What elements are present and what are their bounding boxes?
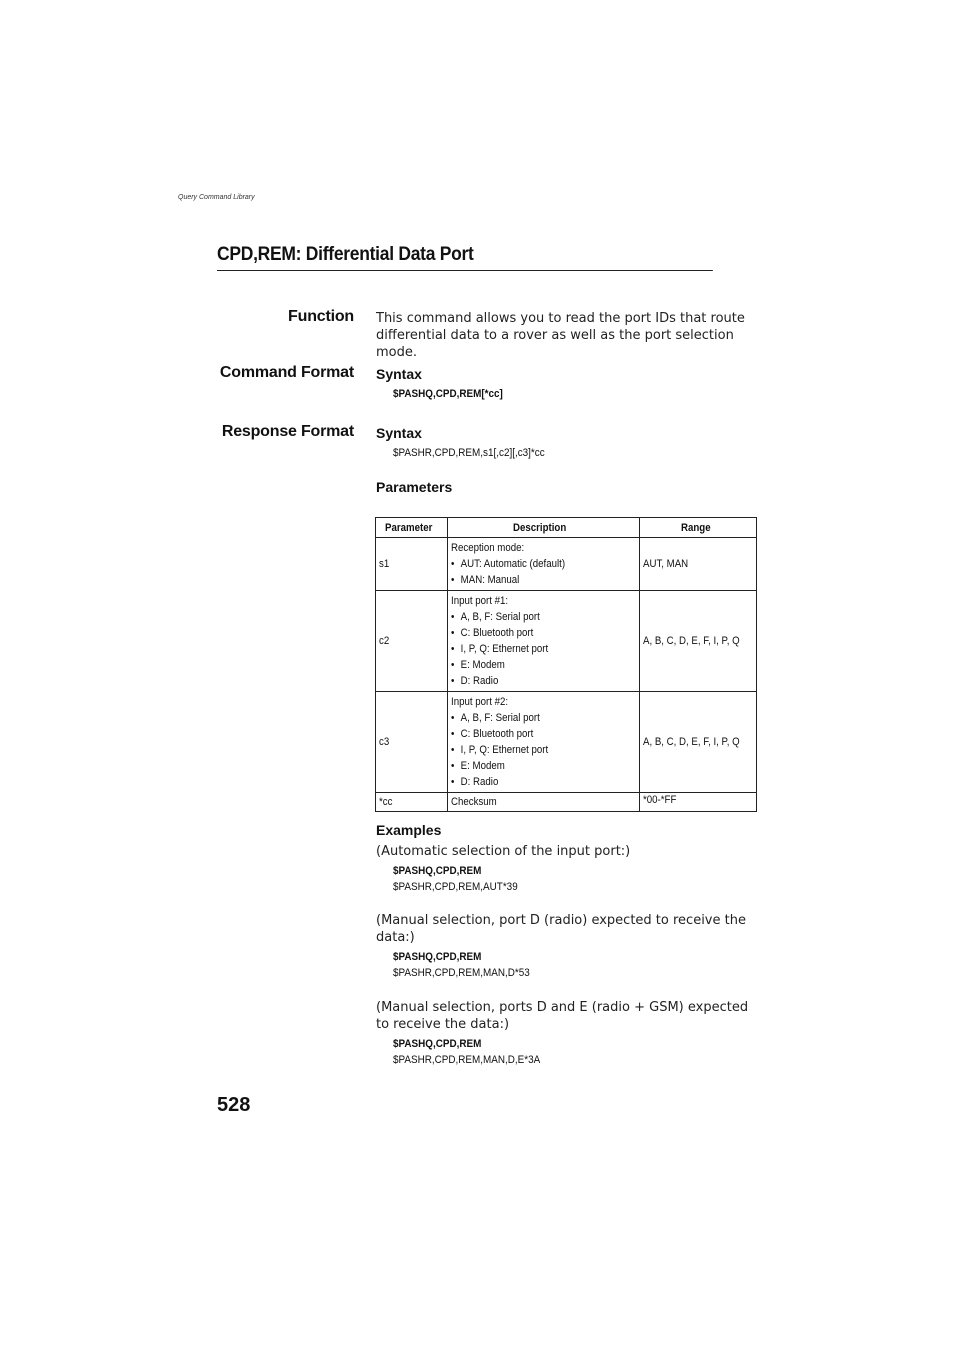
- bullet-item: • E: Modem: [450, 760, 505, 772]
- description-cell: [447, 538, 639, 591]
- bullet-icon: •: [450, 558, 455, 570]
- table-row: [376, 793, 757, 812]
- example-caption: (Automatic selection of the input port:): [376, 844, 631, 859]
- bullet-item: • D: Radio: [450, 776, 499, 788]
- bullet-icon: •: [450, 675, 455, 687]
- bullet-icon: •: [450, 659, 455, 671]
- example-query: $PASHQ,CPD,REM: [393, 951, 482, 963]
- column-header: Range: [640, 518, 757, 538]
- parameters-table: [375, 517, 757, 812]
- range-cell: A, B, C, D, E, F, I, P, Q: [640, 591, 757, 692]
- bullet-item: • C: Bluetooth port: [450, 627, 534, 639]
- response-format-label: Response Format: [221, 423, 354, 440]
- description-title: Reception mode:: [450, 542, 525, 554]
- response-syntax: $PASHR,CPD,REM,s1[,c2][,c3]*cc: [393, 447, 545, 459]
- example-query: $PASHQ,CPD,REM: [393, 1038, 482, 1050]
- example-caption: (Manual selection, port D (radio) expected to receive the data:): [376, 913, 746, 945]
- table-row: [376, 538, 757, 591]
- description-cell: [447, 591, 639, 692]
- example-response: $PASHR,CPD,REM,AUT*39: [393, 881, 518, 893]
- parameters-heading: Parameters: [376, 479, 453, 495]
- bullet-icon: •: [450, 728, 455, 740]
- bullet-item: • MAN: Manual: [450, 574, 520, 586]
- bullet-icon: •: [450, 712, 455, 724]
- description-cell: [447, 692, 639, 793]
- bullet-item: • A, B, F: Serial port: [450, 611, 540, 623]
- running-header: Query Command Library: [178, 194, 255, 201]
- example-response: $PASHR,CPD,REM,MAN,D,E*3A: [393, 1054, 541, 1066]
- table-row: [376, 591, 757, 692]
- description-title: Checksum: [450, 796, 497, 808]
- column-header: Parameter: [376, 518, 448, 538]
- description-cell: [447, 793, 639, 812]
- bullet-item: • C: Bluetooth port: [450, 728, 534, 740]
- bullet-item: • I, P, Q: Ethernet port: [450, 643, 549, 655]
- example-query: $PASHQ,CPD,REM: [393, 865, 482, 877]
- example-caption: (Manual selection, ports D and E (radio + GSM) expected to receive the data:): [376, 1000, 749, 1032]
- response-syntax-heading: Syntax: [376, 425, 422, 441]
- examples-heading: Examples: [376, 822, 442, 838]
- bullet-icon: •: [450, 574, 455, 586]
- description-title: Input port #1:: [450, 595, 508, 607]
- range-cell: A, B, C, D, E, F, I, P, Q: [640, 692, 757, 793]
- bullet-item: • D: Radio: [450, 675, 499, 687]
- bullet-icon: •: [450, 744, 455, 756]
- param-cell: c3: [376, 692, 448, 793]
- page-number: 528: [217, 1094, 251, 1116]
- function-text: This command allows you to read the port IDs that route differential data to a rover as well as the port selection mode.: [376, 311, 745, 360]
- bullet-icon: •: [450, 760, 455, 772]
- bullet-icon: •: [450, 627, 455, 639]
- column-header: Description: [447, 518, 639, 538]
- param-cell: s1: [376, 538, 448, 591]
- command-syntax-heading: Syntax: [376, 366, 422, 382]
- range-cell: AUT, MAN: [640, 538, 757, 591]
- page-title: CPD,REM: Differential Data Port: [217, 244, 713, 271]
- bullet-icon: •: [450, 611, 455, 623]
- bullet-item: • I, P, Q: Ethernet port: [450, 744, 549, 756]
- description-title: Input port #2:: [450, 696, 508, 708]
- table-header-row: [376, 518, 757, 538]
- range-cell: *00-*FF: [640, 793, 757, 812]
- param-cell: c2: [376, 591, 448, 692]
- command-syntax: $PASHQ,CPD,REM[*cc]: [393, 388, 503, 400]
- example-response: $PASHR,CPD,REM,MAN,D*53: [393, 967, 530, 979]
- function-label: Function: [288, 308, 354, 325]
- bullet-item: • E: Modem: [450, 659, 505, 671]
- bullet-icon: •: [450, 643, 455, 655]
- bullet-item: • AUT: Automatic (default): [450, 558, 565, 570]
- bullet-item: • A, B, F: Serial port: [450, 712, 540, 724]
- bullet-icon: •: [450, 776, 455, 788]
- table-row: [376, 692, 757, 793]
- command-format-label: Command Format: [219, 364, 354, 381]
- param-cell: *cc: [376, 793, 448, 812]
